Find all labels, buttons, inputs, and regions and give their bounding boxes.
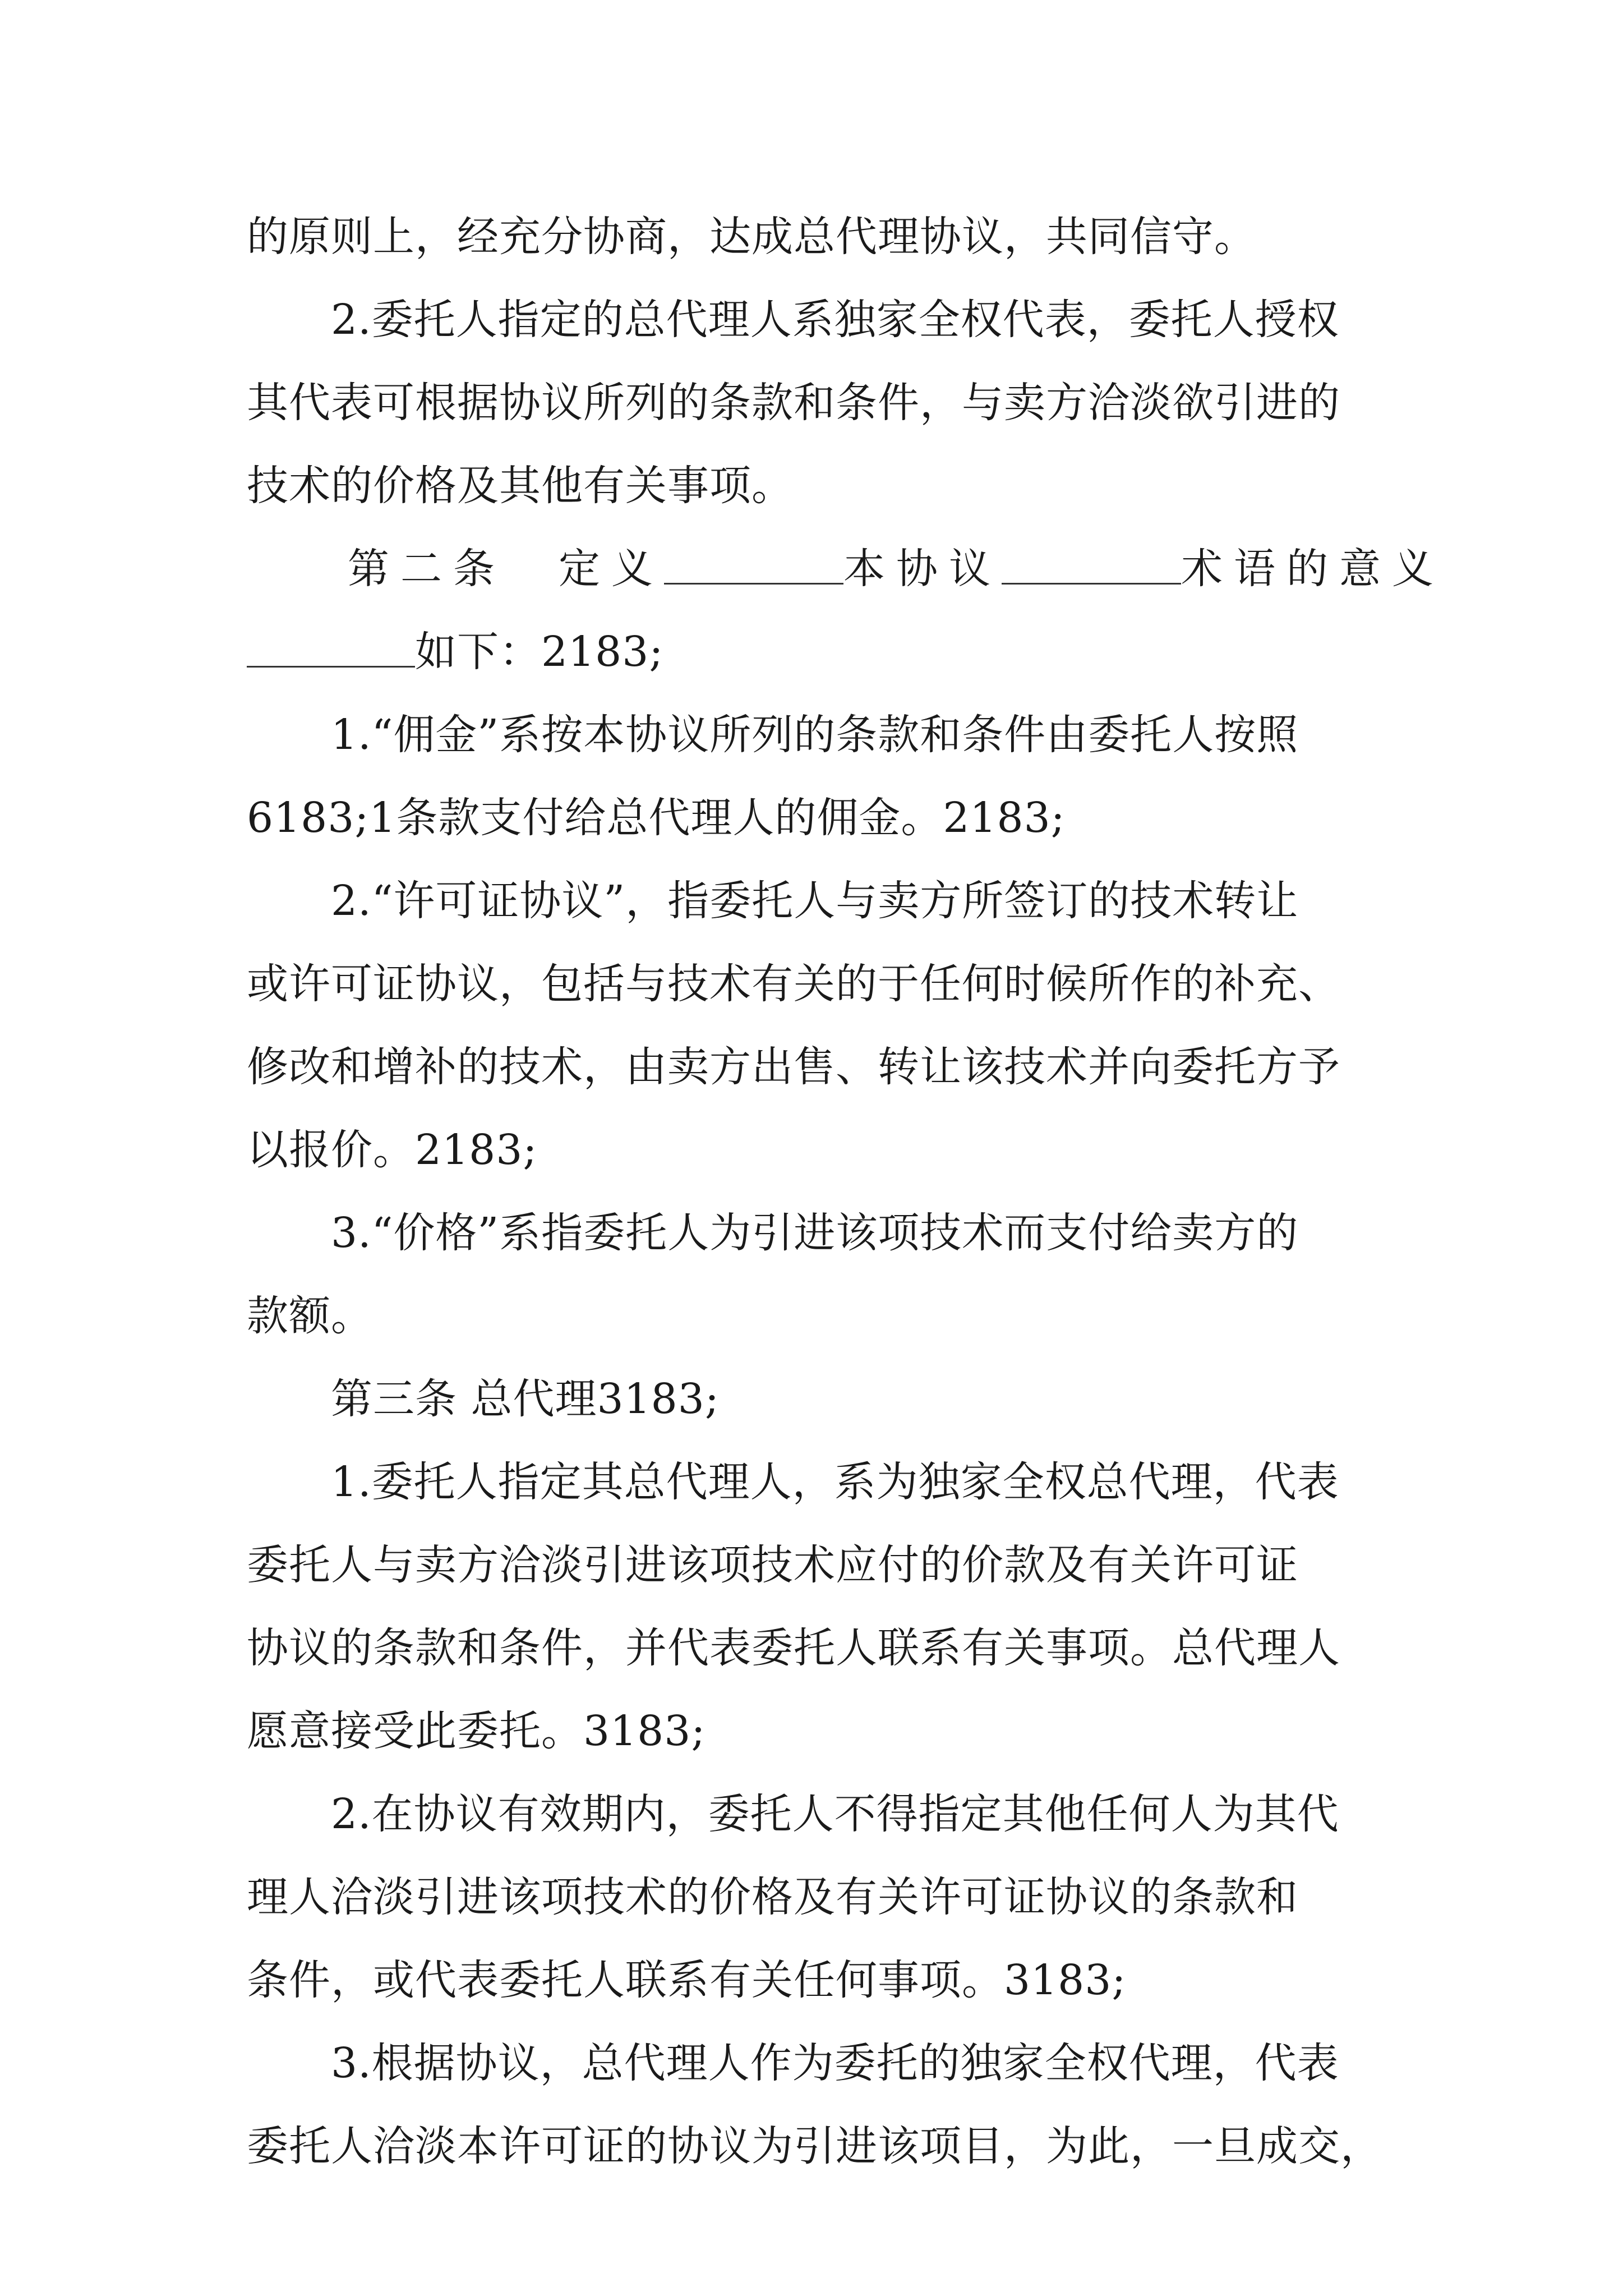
text-line: 的原则上，经充分协商，达成总代理协议，共同信守。 (247, 213, 1256, 261)
text-line: 委托人洽淡本许可证的协议为引进该项目，为此，一旦成交， (247, 2122, 1382, 2170)
text-line: 协议的条款和条件，并代表委托人联系有关事项。总代理人 (247, 1624, 1340, 1672)
text-line: 委托人与卖方洽淡引进该项技术应付的价款及有关许可证 (247, 1541, 1298, 1589)
text-line: 其代表可根据协议所列的条款和条件，与卖方洽淡欲引进的 (247, 379, 1340, 427)
section-heading-article-3: 第三条 总代理3183; (331, 1375, 720, 1423)
text-fragment: 本协议 (843, 545, 1002, 593)
heading-text: 第二条 定义 (348, 545, 664, 593)
text-fragment: 如下：2183; (415, 628, 664, 676)
text-line: 3.“价格”系指委托人为引进该项技术而支付给卖方的 (331, 1209, 1299, 1257)
fill-blank (664, 541, 843, 597)
text-line: 3.根据协议，总代理人作为委托的独家全权代理，代表 (331, 2039, 1339, 2087)
text-line: 或许可证协议，包括与技术有关的于任何时候所作的补充、 (247, 960, 1340, 1008)
text-line: 1.委托人指定其总代理人，系为独家全权总代理，代表 (331, 1458, 1339, 1506)
fill-blank (247, 624, 415, 680)
text-line: 1.“佣金”系按本协议所列的条款和条件由委托人按照 (331, 711, 1299, 759)
text-line: 条件，或代表委托人联系有关任何事项。3183; (247, 1956, 1127, 2004)
text-line: 技术的价格及其他有关事项。 (247, 462, 794, 510)
text-line: 理人洽淡引进该项技术的价格及有关许可证协议的条款和 (247, 1873, 1298, 1921)
fill-blank (1002, 541, 1181, 597)
text-line: 修改和增补的技术，由卖方出售、转让该技术并向委托方予 (247, 1043, 1340, 1091)
text-line: 2.在协议有效期内，委托人不得指定其他任何人为其代 (331, 1790, 1339, 1838)
text-line: 愿意接受此委托。3183; (247, 1707, 706, 1755)
text-line: 以报价。2183; (247, 1126, 538, 1174)
section-heading-article-2 (348, 541, 1445, 597)
text-fragment: 术语的意义 (1181, 545, 1445, 593)
text-line: 2.委托人指定的总代理人系独家全权代表，委托人授权 (331, 296, 1339, 344)
text-line: 款额。 (247, 1292, 373, 1340)
text-line (247, 624, 663, 680)
text-line: 2.“许可证协议”，指委托人与卖方所签订的技术转让 (331, 877, 1299, 925)
text-line: 6183;1条款支付给总代理人的佣金。2183; (247, 794, 1066, 842)
